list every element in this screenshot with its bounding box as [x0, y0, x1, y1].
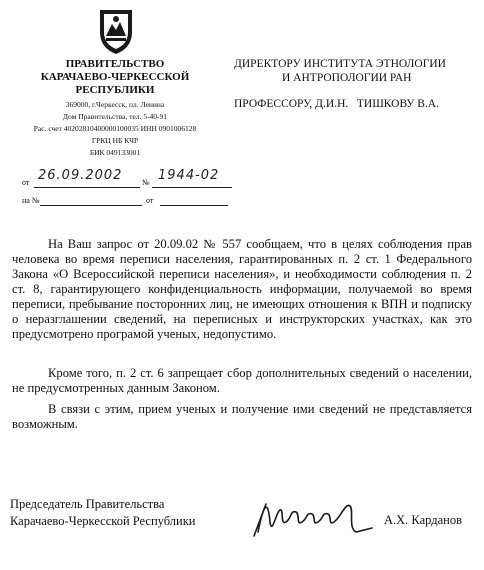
org-bik: БИК 049133001 [89, 148, 141, 157]
date-prefix: от [22, 178, 30, 187]
signatory-position [10, 496, 195, 530]
reply-from: от [146, 196, 154, 205]
addressee-line-3: ПРОФЕССОРУ, Д.И.Н. ТИШКОВУ В.А. [234, 98, 439, 110]
date-value: 26.09.2002 [38, 168, 123, 183]
org-title-line-2: КАРАЧАЕВО-ЧЕРКЕССКОЙ [40, 71, 190, 83]
body-paragraph-2: Кроме того, п. 2 ст. 6 запрещает сбор дополнительных сведений о населении, не предусмотренных данным Законом. [12, 366, 472, 395]
number-prefix: № [142, 178, 150, 187]
signatory-position-line-1: Председатель Правительства [10, 497, 165, 511]
number-value: 1944-02 [158, 168, 220, 183]
org-account: Рас. счет 40202810400000100035 ИНН 0901006128 [33, 124, 197, 133]
org-title-line-3: РЕСПУБЛИКИ [75, 84, 155, 96]
body-paragraph-1: На Ваш запрос от 20.09.02 № 557 сообщаем, что в целях соблюдения прав человека во время переписи населения, гарантированных п. 2 ст. 1 Федерального Закона «О Всероссийской переписи населения», и необходимости соблюдения п. 2 ст. 8, гарантирующего конфиденциальность информации, получаемой во время переписи, пребывание посторонних лиц, не имеющих отношения к ВПН и подписку о неразглашении сведений, на переписных и инструкторских участках, как это предусмотрено програмой ученых, недопустимо. [12, 237, 472, 341]
org-address: 369000, г.Черкесск, пл. Ленина [65, 100, 165, 109]
handwritten-signature-icon [250, 492, 380, 540]
reply-prefix: на № [22, 196, 40, 205]
org-title-line-1: ПРАВИТЕЛЬСТВО [65, 58, 165, 70]
org-building: Дом Правительства, тел. 5-40-91 [62, 112, 168, 121]
coat-of-arms-icon [96, 6, 136, 56]
signatory-position-line-2: Карачаево-Черкесской Республики [10, 514, 196, 528]
date-underline [34, 187, 140, 188]
reply-date-underline [160, 205, 228, 206]
org-bank: ГРКЦ НБ КЧР [91, 136, 139, 145]
addressee-line-2: И АНТРОПОЛОГИИ РАН [282, 72, 412, 84]
signatory-name: А.Х. Карданов [384, 513, 462, 527]
body-paragraph-3: В связи с этим, прием ученых и получение ими сведений не представляется возможным. [12, 402, 472, 431]
reply-number-underline [40, 205, 142, 206]
number-underline [152, 187, 232, 188]
addressee-line-1: ДИРЕКТОРУ ИНСТИТУТА ЭТНОЛОГИИ [234, 58, 446, 70]
